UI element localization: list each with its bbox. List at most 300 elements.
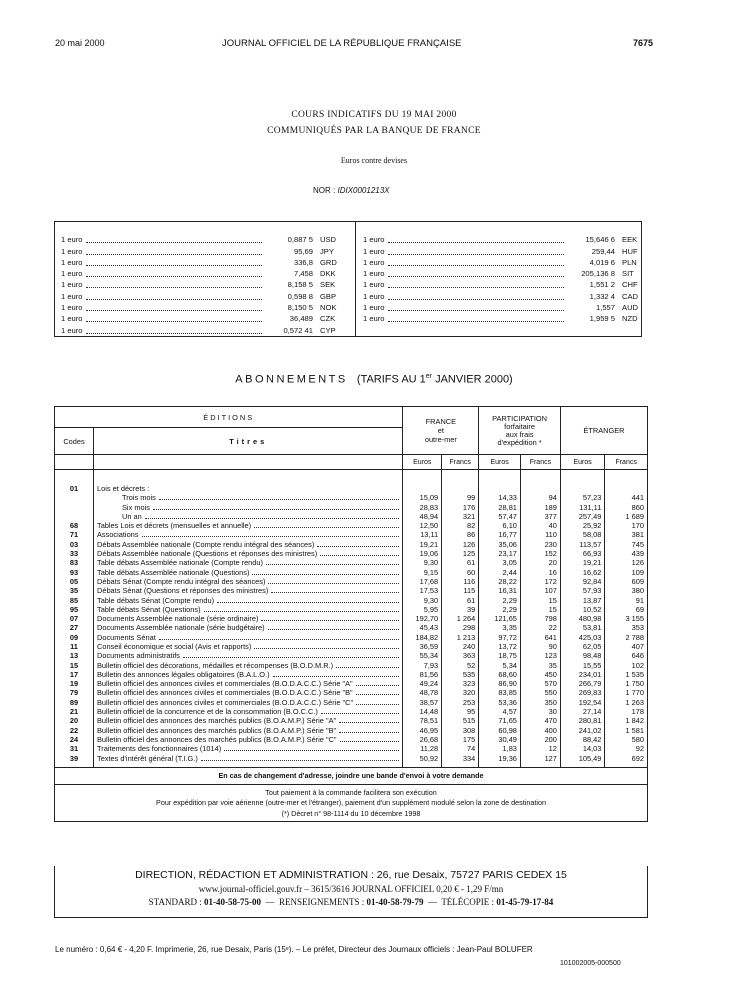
- rates-left-column: [61, 234, 346, 336]
- rate-label: 1 euro: [363, 291, 385, 301]
- row-value: 46,95: [403, 726, 442, 735]
- row-code: 31: [55, 744, 94, 753]
- row-code: 15: [55, 661, 94, 670]
- group-code: 01: [55, 484, 94, 493]
- row-code: 79: [55, 688, 94, 697]
- row-title: [94, 503, 403, 512]
- rate-label: 1 euro: [363, 235, 385, 245]
- row-value: 40: [520, 521, 560, 530]
- table-row: [55, 530, 648, 539]
- row-code: 19: [55, 679, 94, 688]
- rate-leader-dots: [86, 303, 262, 311]
- row-value: 88,42: [560, 735, 604, 744]
- title-leader-dots: [183, 651, 399, 658]
- title-leader-dots: [252, 568, 399, 575]
- row-value: 15: [520, 595, 560, 604]
- row-value: 570: [520, 679, 560, 688]
- row-value: 127: [520, 754, 560, 763]
- row-title: [94, 623, 403, 632]
- title-leader-dots: [142, 530, 399, 537]
- rate-row: [363, 245, 648, 256]
- nor-reference: [313, 186, 390, 195]
- rates-divider: [355, 222, 356, 336]
- row-value: 3 155: [605, 614, 648, 623]
- cours-subtitle: Euros contre devises: [340, 156, 408, 165]
- row-value: 99: [442, 493, 479, 502]
- row-value: 798: [520, 614, 560, 623]
- row-title: [94, 549, 403, 558]
- row-value: 86,90: [479, 679, 521, 688]
- footer-code: 101002005-000500: [560, 960, 621, 967]
- table-row: [55, 726, 648, 735]
- rate-currency: SIT: [622, 269, 634, 279]
- standard-number: 01-40-58-75-00: [203, 897, 261, 907]
- rate-value: 36,489: [289, 314, 313, 324]
- table-row: [55, 651, 648, 660]
- row-code: 20: [55, 716, 94, 725]
- rate-currency: GBP: [320, 291, 337, 301]
- rate-currency: SEK: [320, 280, 336, 290]
- payment-notes: [55, 784, 648, 822]
- row-value: 13,11: [403, 530, 442, 539]
- row-title-text: Débats Sénat (Compte rendu intégral des séances): [97, 576, 266, 586]
- rate-currency: CYP: [320, 325, 336, 335]
- row-value: 13,72: [479, 642, 521, 651]
- rate-row: [61, 324, 346, 335]
- title-leader-dots: [321, 707, 399, 714]
- row-code: 93: [55, 568, 94, 577]
- col-part-2: forfaitaire: [504, 421, 535, 431]
- row-code: 83: [55, 558, 94, 567]
- row-value: 15,09: [403, 493, 442, 502]
- row-title-text: Table débats Sénat (Questions): [97, 604, 201, 614]
- table-row: [55, 744, 648, 753]
- row-title-text: Un an: [122, 511, 142, 521]
- row-title: [94, 698, 403, 707]
- table-row: [55, 642, 648, 651]
- row-value: 1 213: [442, 633, 479, 642]
- rate-row: [61, 268, 346, 279]
- rate-label: 1 euro: [61, 291, 83, 301]
- header-page-number: 7675: [633, 38, 654, 48]
- row-value: 646: [605, 651, 648, 660]
- sub-francs: Francs: [605, 455, 648, 470]
- rate-value: 205,136 8: [581, 269, 615, 279]
- row-value: 20: [520, 558, 560, 567]
- row-value: 200: [520, 735, 560, 744]
- sub-francs: Francs: [442, 455, 479, 470]
- rate-leader-dots: [86, 258, 262, 266]
- row-title-text: Bulletin officiel des décorations, médailles et récompenses (B.O.D.M.R.): [97, 660, 334, 670]
- row-value: 57,47: [479, 512, 521, 521]
- row-code: 35: [55, 586, 94, 595]
- row-value: 2,29: [479, 605, 521, 614]
- row-value: 48,78: [403, 688, 442, 697]
- rate-leader-dots: [86, 269, 262, 277]
- row-value: 125: [442, 549, 479, 558]
- title-leader-dots: [201, 754, 399, 761]
- rate-row: [61, 257, 346, 268]
- row-value: 298: [442, 623, 479, 632]
- row-value: 90: [520, 642, 560, 651]
- rate-leader-dots: [388, 258, 564, 266]
- row-value: 94: [520, 493, 560, 502]
- row-title: [94, 651, 403, 660]
- title-leader-dots: [217, 596, 399, 603]
- rate-label: 1 euro: [61, 235, 83, 245]
- title-leader-dots: [339, 716, 399, 723]
- rate-leader-dots: [86, 326, 262, 334]
- row-value: 53,81: [560, 623, 604, 632]
- row-code: 24: [55, 735, 94, 744]
- table-row: [55, 688, 648, 697]
- row-value: 407: [605, 642, 648, 651]
- row-value: 123: [520, 651, 560, 660]
- row-value: 115: [442, 586, 479, 595]
- rate-value: 1,332 4: [589, 291, 615, 301]
- row-value: 480,98: [560, 614, 604, 623]
- row-title-text: Traitements des fonctionnaires (1014): [97, 744, 222, 754]
- row-title-text: Conseil économique et social (Avis et rapports): [97, 642, 252, 651]
- rate-label: 1 euro: [61, 269, 83, 279]
- rate-currency: NZD: [622, 314, 638, 324]
- row-value: 16,62: [560, 568, 604, 577]
- direction-line-1: DIRECTION, RÉDACTION ET ADMINISTRATION : 26, rue Desaix, 75727 PARIS CEDEX 15: [135, 869, 567, 881]
- rate-leader-dots: [86, 292, 262, 300]
- rate-value: 1,959 5: [589, 314, 615, 324]
- row-value: 470: [520, 716, 560, 725]
- row-value: 121,65: [479, 614, 521, 623]
- title-leader-dots: [254, 642, 399, 649]
- row-code: 39: [55, 754, 94, 763]
- row-value: 363: [442, 651, 479, 660]
- col-part-1: PARTICIPATION: [492, 413, 548, 423]
- row-value: 116: [442, 577, 479, 586]
- row-title: [94, 744, 403, 753]
- rate-leader-dots: [388, 247, 564, 255]
- rate-currency: AUD: [622, 303, 639, 313]
- rate-value: 8,150 5: [287, 303, 313, 313]
- row-value: 95: [442, 707, 479, 716]
- row-value: 1 842: [605, 716, 648, 725]
- row-value: 320: [442, 688, 479, 697]
- row-code: 68: [55, 521, 94, 530]
- row-title: [94, 605, 403, 614]
- row-value: 131,11: [560, 503, 604, 512]
- cours-title-1: COURS INDICATIFS DU 19 MAI 2000: [291, 110, 457, 120]
- title-leader-dots: [339, 726, 399, 733]
- row-value: 81,56: [403, 670, 442, 679]
- rate-label: 1 euro: [363, 303, 385, 313]
- title-leader-dots: [159, 633, 399, 640]
- header-journal-title: JOURNAL OFFICIEL DE LA RÉPUBLIQUE FRANÇAISE: [222, 38, 462, 49]
- row-title-text: Six mois: [122, 502, 150, 512]
- abonnements-title: [0, 373, 748, 386]
- row-value: 113,57: [560, 540, 604, 549]
- rate-row: [363, 302, 648, 313]
- nor-value: IDIX0001213X: [337, 186, 390, 195]
- header-date: 20 mai 2000: [55, 38, 105, 48]
- rate-value: 15,646 6: [585, 235, 615, 245]
- rate-currency: DKK: [320, 269, 336, 279]
- row-code: 85: [55, 595, 94, 604]
- rate-value: 1,557: [595, 303, 615, 313]
- row-value: 91: [605, 595, 648, 604]
- exchange-rates-box: [54, 221, 642, 337]
- row-value: 280,81: [560, 716, 604, 725]
- row-value: 9,30: [403, 595, 442, 604]
- row-value: 13,87: [560, 595, 604, 604]
- rate-leader-dots: [388, 314, 564, 322]
- row-value: 126: [605, 558, 648, 567]
- rate-leader-dots: [86, 235, 262, 243]
- row-title: [94, 558, 403, 567]
- row-value: 11,28: [403, 744, 442, 753]
- row-value: 16,77: [479, 530, 521, 539]
- row-value: 240: [442, 642, 479, 651]
- note-2: Pour expédition par voie aérienne (outre-mer et l'étranger), paiement d'un supplément modulé selon la zone de destination: [156, 798, 546, 808]
- row-value: 109: [605, 568, 648, 577]
- row-value: 2,44: [479, 568, 521, 577]
- rate-leader-dots: [388, 269, 564, 277]
- row-title-text: Bulletin officiel des annonces des marchés publics (B.O.A.M.P.) Série "C": [97, 734, 337, 744]
- row-value: 450: [520, 670, 560, 679]
- row-value: 4,57: [479, 707, 521, 716]
- row-value: 35: [520, 661, 560, 670]
- col-france-2: et: [437, 426, 444, 435]
- row-value: 350: [520, 698, 560, 707]
- rate-label: 1 euro: [61, 325, 83, 335]
- row-value: 184,82: [403, 633, 442, 642]
- title-leader-dots: [266, 558, 399, 565]
- row-code: 17: [55, 670, 94, 679]
- rate-label: 1 euro: [61, 314, 83, 324]
- rate-row: [363, 290, 648, 301]
- rate-label: 1 euro: [363, 269, 385, 279]
- row-title: [94, 521, 403, 530]
- row-value: 92,84: [560, 577, 604, 586]
- rate-row: [61, 290, 346, 301]
- subscriptions-table: [54, 406, 648, 822]
- row-code: 89: [55, 698, 94, 707]
- title-leader-dots: [261, 614, 399, 621]
- row-code: 09: [55, 633, 94, 642]
- row-value: 9,30: [403, 558, 442, 567]
- col-part-3: aux frais: [505, 429, 534, 439]
- row-value: 1 264: [442, 614, 479, 623]
- rate-leader-dots: [388, 303, 564, 311]
- row-value: 16,31: [479, 586, 521, 595]
- row-value: 178: [605, 707, 648, 716]
- row-title-text: Bulletin officiel des annonces civiles et commerciales (B.O.D.A.C.C.) Série "A": [97, 679, 353, 689]
- abonnements-sup: er: [425, 373, 433, 380]
- row-code: [55, 493, 94, 502]
- row-value: 12: [520, 744, 560, 753]
- row-title-text: Bulletin des annonces légales obligatoires (B.A.L.O.): [97, 669, 270, 679]
- row-title: [94, 679, 403, 688]
- row-value: 5,95: [403, 605, 442, 614]
- rate-label: 1 euro: [363, 246, 385, 256]
- row-value: 321: [442, 512, 479, 521]
- col-france: [403, 407, 479, 455]
- row-value: 49,24: [403, 679, 442, 688]
- row-value: 53,36: [479, 698, 521, 707]
- row-value: 28,81: [479, 503, 521, 512]
- row-value: 102: [605, 661, 648, 670]
- row-value: 71,65: [479, 716, 521, 725]
- table-row: [55, 661, 648, 670]
- row-value: 14,48: [403, 707, 442, 716]
- row-value: 2,29: [479, 595, 521, 604]
- row-title-text: Table débats Sénat (Compte rendu): [97, 595, 215, 605]
- row-title-text: Documents Assemblée nationale (série ordinaire): [97, 614, 259, 624]
- title-leader-dots: [320, 549, 399, 556]
- rate-value: 95,69: [293, 246, 313, 256]
- row-value: 26,68: [403, 735, 442, 744]
- row-value: 105,49: [560, 754, 604, 763]
- row-title-text: Bulletin officiel des annonces civiles et commerciales (B.O.D.A.C.C.) Série "B": [97, 688, 353, 698]
- title-leader-dots: [159, 493, 399, 500]
- rate-label: 1 euro: [363, 314, 385, 324]
- standard-label: STANDARD :: [148, 897, 202, 907]
- col-participation: [479, 407, 561, 455]
- table-row: [55, 707, 648, 716]
- rate-row: [61, 279, 346, 290]
- row-value: 15: [520, 605, 560, 614]
- row-value: 57,93: [560, 586, 604, 595]
- row-value: 45,43: [403, 623, 442, 632]
- row-value: 86: [442, 530, 479, 539]
- row-title: [94, 530, 403, 539]
- rate-row: [363, 257, 648, 268]
- row-title: [94, 688, 403, 697]
- rate-leader-dots: [388, 280, 564, 288]
- table-row: [55, 698, 648, 707]
- rate-value: 259,44: [591, 246, 615, 256]
- row-value: 22: [520, 623, 560, 632]
- row-value: 66,93: [560, 549, 604, 558]
- row-value: 381: [605, 530, 648, 539]
- row-value: 16: [520, 568, 560, 577]
- rate-row: [61, 313, 346, 324]
- row-value: 1 581: [605, 726, 648, 735]
- row-title-text: Bulletin officiel des annonces civiles et commerciales (B.O.D.A.C.C.) Série "C": [97, 697, 354, 707]
- address-change-note: En cas de changement d'adresse, joindre une bande d'envoi à votre demande: [55, 767, 648, 784]
- row-title-text: Trois mois: [122, 493, 156, 503]
- rate-value: 4,019 6: [589, 257, 615, 267]
- table-row: [55, 503, 648, 512]
- rate-label: 1 euro: [61, 246, 83, 256]
- title-leader-dots: [317, 540, 399, 547]
- title-leader-dots: [204, 605, 399, 612]
- row-value: 1 263: [605, 698, 648, 707]
- note-1: Tout paiement à la commande facilitera son exécution: [265, 787, 437, 797]
- direction-line-2: www.journal-officiel.gouv.fr – 3615/3616 JOURNAL OFFICIEL 0,20 € - 1,29 F/mn: [198, 884, 504, 894]
- row-value: 17,68: [403, 577, 442, 586]
- table-row: [55, 493, 648, 502]
- direction-line-3: STANDARD : 01-40-58-75-00 — RENSEIGNEMENTS : 01-40-58-79-79 — TÉLÉCOPIE : 01-45-79-17-84: [148, 897, 554, 907]
- row-value: 27,14: [560, 707, 604, 716]
- rate-label: 1 euro: [61, 280, 83, 290]
- rate-leader-dots: [86, 280, 262, 288]
- row-code: 07: [55, 614, 94, 623]
- row-value: 234,01: [560, 670, 604, 679]
- row-value: 175: [442, 735, 479, 744]
- row-value: 92: [605, 744, 648, 753]
- rate-currency: USD: [320, 235, 337, 245]
- title-leader-dots: [145, 512, 399, 519]
- cours-title-2: COMMUNIQUÉS PAR LA BANQUE DE FRANCE: [267, 126, 481, 136]
- title-leader-dots: [356, 679, 399, 686]
- rate-currency: CZK: [320, 314, 336, 324]
- rate-leader-dots: [388, 235, 564, 243]
- row-code: 27: [55, 623, 94, 632]
- row-title: [94, 642, 403, 651]
- row-value: 609: [605, 577, 648, 586]
- row-value: 60,98: [479, 726, 521, 735]
- row-value: 1 535: [605, 670, 648, 679]
- row-value: 110: [520, 530, 560, 539]
- direction-box: [54, 866, 648, 918]
- row-code: 05: [55, 577, 94, 586]
- table-row: [55, 670, 648, 679]
- row-title: [94, 595, 403, 604]
- rate-currency: GRD: [320, 257, 337, 267]
- row-value: 25,92: [560, 521, 604, 530]
- row-title-text: Documents Assemblée nationale (série budgétaire): [97, 623, 265, 633]
- row-value: 38,57: [403, 698, 442, 707]
- row-value: 266,79: [560, 679, 604, 688]
- rate-currency: PLN: [622, 257, 637, 267]
- row-title-text: Bulletin officiel des annonces des marchés publics (B.O.A.M.P.) Série "A": [97, 716, 337, 726]
- table-row: [55, 568, 648, 577]
- col-part-4: d'expédition *: [497, 437, 542, 447]
- row-title: [94, 540, 403, 549]
- row-value: 269,83: [560, 688, 604, 697]
- table-row: [55, 754, 648, 763]
- row-value: 68,60: [479, 670, 521, 679]
- row-value: 253: [442, 698, 479, 707]
- row-code: 03: [55, 540, 94, 549]
- table-row: [55, 679, 648, 688]
- nor-label: NOR :: [313, 186, 336, 195]
- row-title: [94, 670, 403, 679]
- row-value: 30: [520, 707, 560, 716]
- table-row: [55, 716, 648, 725]
- row-value: 241,02: [560, 726, 604, 735]
- title-leader-dots: [356, 688, 399, 695]
- rate-leader-dots: [388, 292, 564, 300]
- row-value: 97,72: [479, 633, 521, 642]
- table-row: [55, 735, 648, 744]
- title-leader-dots: [268, 577, 399, 584]
- row-value: 19,06: [403, 549, 442, 558]
- row-value: 176: [442, 503, 479, 512]
- row-value: 18,75: [479, 651, 521, 660]
- note-3: (*) Décret n° 98-1114 du 10 décembre 1998: [281, 808, 421, 818]
- rate-currency: NOK: [320, 303, 337, 313]
- row-value: 10,52: [560, 605, 604, 614]
- rate-label: 1 euro: [363, 280, 385, 290]
- row-title-text: Textes d'intérêt général (T.I.G.): [97, 753, 198, 763]
- row-value: 57,23: [560, 493, 604, 502]
- row-value: 3,05: [479, 558, 521, 567]
- rate-leader-dots: [86, 247, 262, 255]
- row-value: 230: [520, 540, 560, 549]
- row-value: 192,54: [560, 698, 604, 707]
- table-row: [55, 521, 648, 530]
- row-value: 323: [442, 679, 479, 688]
